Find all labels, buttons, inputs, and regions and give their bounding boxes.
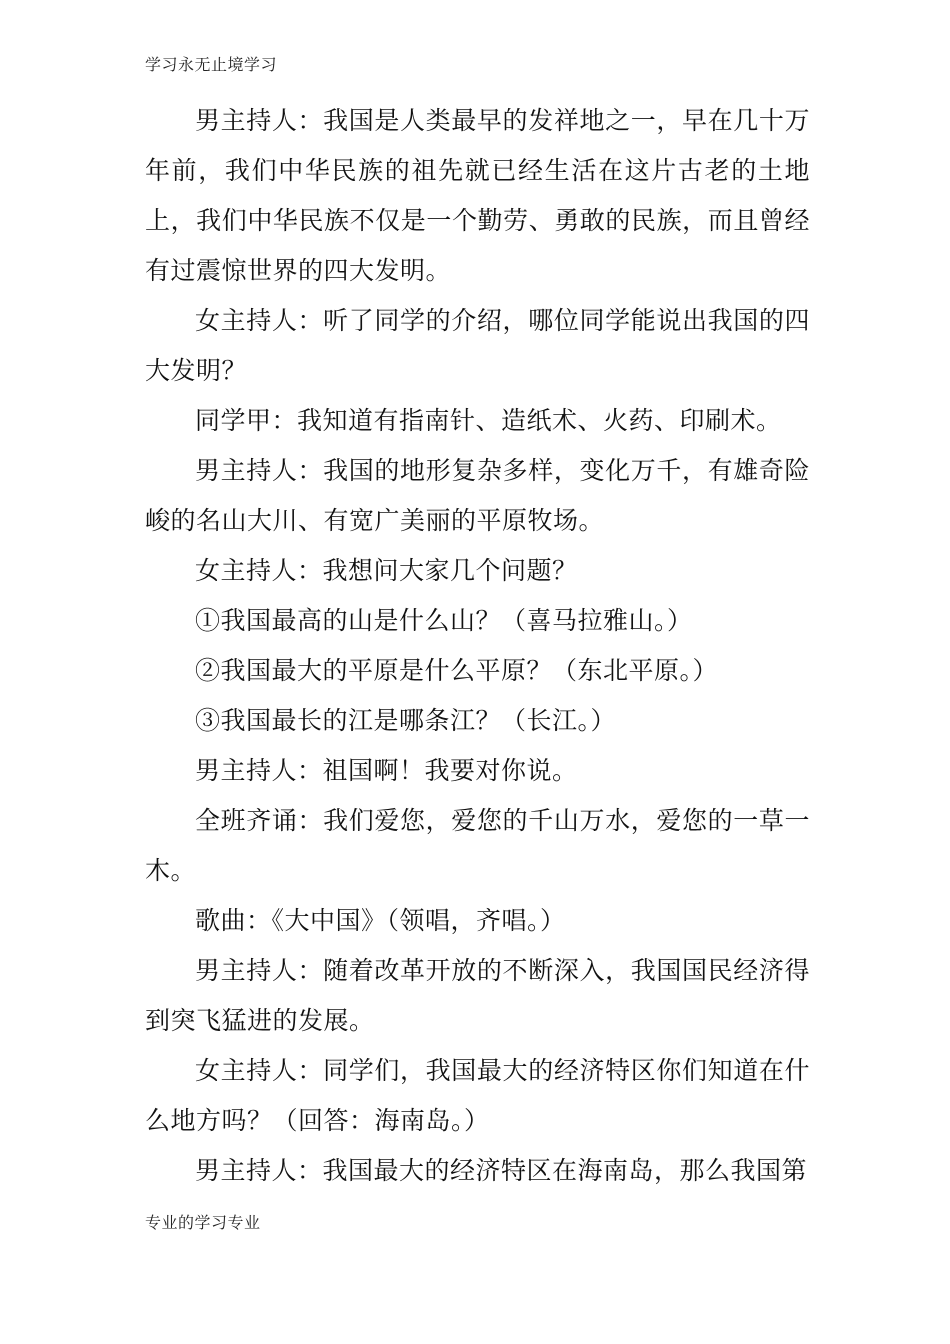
paragraph: 男主持人：祖国啊！我要对你说。 (195, 756, 578, 785)
question-item: ③我国最长的江是哪条江？（长江。） (195, 706, 617, 735)
paragraph: 男主持人：随着改革开放的不断深入，我国国民经济得到突飞猛进的发展。 (145, 956, 810, 1035)
question-item: ②我国最大的平原是什么平原？（东北平原。） (195, 656, 719, 685)
page-footer: 专业的学习专业 (145, 1213, 261, 1232)
document-body (145, 96, 810, 1196)
paragraph: 男主持人：我国的地形复杂多样，变化万千，有雄奇险峻的名山大川、有宽广美丽的平原牧场。 (145, 456, 810, 535)
paragraph: 女主持人：同学们，我国最大的经济特区你们知道在什么地方吗？（回答：海南岛。） (145, 1056, 810, 1135)
paragraph: 全班齐诵：我们爱您，爱您的千山万水，爱您的一草一木。 (145, 806, 810, 885)
paragraph: 女主持人：我想问大家几个问题？ (195, 556, 578, 585)
paragraph: 歌曲：《大中国》（领唱，齐唱。） (195, 906, 566, 935)
paragraph: 同学甲：我知道有指南针、造纸术、火药、印刷术。 (195, 406, 782, 435)
page-header: 学习永无止境学习 (145, 55, 278, 74)
paragraph: 男主持人：我国是人类最早的发祥地之一，早在几十万年前，我们中华民族的祖先就已经生活在这片古老的土地上，我们中华民族不仅是一个勤劳、勇敢的民族，而且曾经有过震惊世界的四大发明。 (145, 106, 810, 285)
paragraph: 男主持人：我国最大的经济特区在海南岛，那么我国第 (195, 1156, 808, 1185)
question-item: ①我国最高的山是什么山？（喜马拉雅山。） (195, 606, 693, 635)
paragraph: 女主持人：听了同学的介绍，哪位同学能说出我国的四大发明？ (145, 306, 810, 385)
